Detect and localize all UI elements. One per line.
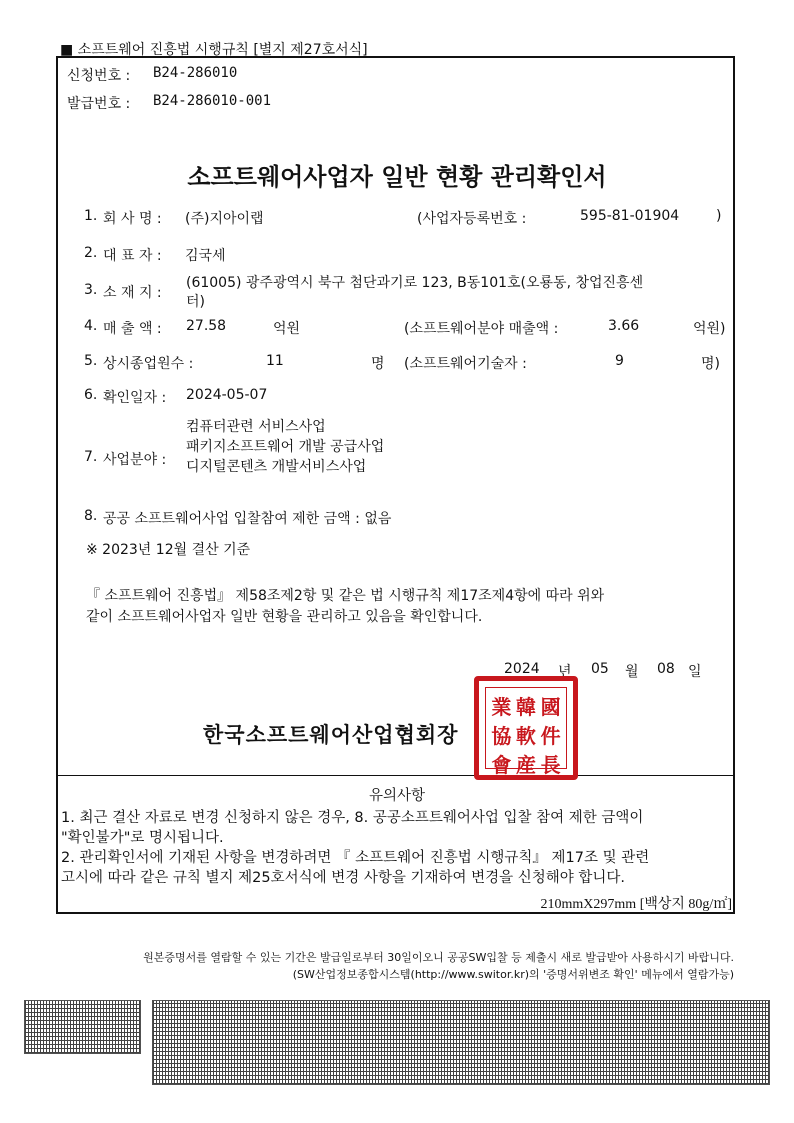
issuer-name: 한국소프트웨어산업협회장 bbox=[203, 723, 459, 747]
employees-unit: 명 bbox=[371, 356, 385, 372]
address-line-1: (61005) 광주광역시 북구 첨단과기로 123, B동101호(오룡동, 창업진흥센 bbox=[186, 275, 644, 291]
field-number: 6. bbox=[84, 387, 98, 403]
sales-label: 매 출 액 : bbox=[103, 321, 162, 337]
bid-limit: 공공 소프트웨어사업 입찰참여 제한 금액 : 없음 bbox=[103, 511, 392, 527]
notice-line: 1. 최근 결산 자료로 변경 신청하지 않은 경우, 8. 공공소프트웨어사업 입찰 참여 제한 금액이 bbox=[61, 810, 644, 826]
ceo-name: 김국세 bbox=[185, 248, 226, 264]
notice-line: "확인불가"로 명시됩니다. bbox=[61, 830, 224, 846]
confirm-date-label: 확인일자 : bbox=[103, 390, 167, 406]
field-number: 7. bbox=[84, 449, 98, 465]
seal-character: 協 bbox=[491, 724, 512, 748]
company-label: 회 사 명 : bbox=[103, 211, 162, 227]
sw-engineers-unit: 명) bbox=[701, 356, 720, 372]
registration-number: 595-81-01904 bbox=[580, 208, 680, 224]
date-year: 2024 bbox=[504, 661, 540, 677]
address-line-2: 터) bbox=[186, 294, 205, 310]
registration-close: ) bbox=[716, 208, 722, 224]
date-day-unit: 일 bbox=[688, 664, 702, 680]
notice-line: 2. 관리확인서에 기재된 사항을 변경하려면 『 소프트웨어 진흥법 시행규칙』 제17조 및 관련 bbox=[61, 850, 650, 866]
statement-line-1: 『 소프트웨어 진흥법』 제58조제2항 및 같은 법 시행규칙 제17조제4항에 따라 위와 bbox=[86, 588, 605, 604]
business-item: 패키지소프트웨어 개발 공급사업 bbox=[186, 439, 385, 455]
date-day: 08 bbox=[657, 661, 675, 677]
issuance-number: B24-286010-001 bbox=[153, 93, 272, 109]
field-number: 4. bbox=[84, 318, 98, 334]
statement-line-2: 같이 소프트웨어사업자 일반 현황을 관리하고 있음을 확인합니다. bbox=[86, 609, 483, 625]
date-month: 05 bbox=[591, 661, 609, 677]
issuance-number-label: 발급번호 : bbox=[67, 96, 131, 112]
official-seal bbox=[474, 676, 578, 780]
notice-title: 유의사항 bbox=[368, 788, 426, 804]
document-title: 소프트웨어사업자 일반 현황 관리확인서 bbox=[187, 163, 607, 191]
business-item: 컴퓨터관련 서비스사업 bbox=[186, 419, 326, 435]
seal-character: 業 bbox=[491, 695, 512, 719]
seal-character: 件 bbox=[540, 724, 561, 748]
notice-line: 고시에 따라 같은 규칙 별지 제25호서식에 변경 사항을 기재하여 변경을 신청해야 합니다. bbox=[61, 870, 626, 886]
footer-line-2: (SW산업정보종합시스템(http://www.switor.kr)의 '증명서위변조 확인' 메뉴에서 열람가능) bbox=[292, 968, 734, 981]
seal-character: 産 bbox=[515, 753, 536, 777]
seal-character: 長 bbox=[540, 753, 561, 777]
date-month-unit: 월 bbox=[625, 664, 639, 680]
settlement-note: ※ 2023년 12월 결산 기준 bbox=[86, 542, 251, 558]
confirm-date: 2024-05-07 bbox=[186, 387, 268, 403]
paper-spec: 210mmX297mm [백상지 80g/㎡] bbox=[540, 897, 732, 912]
application-number-label: 신청번호 : bbox=[67, 68, 131, 84]
field-number: 3. bbox=[84, 282, 98, 298]
address-label: 소 재 지 : bbox=[103, 285, 162, 301]
registration-label: (사업자등록번호 : bbox=[417, 211, 527, 227]
employees-value: 11 bbox=[266, 353, 284, 369]
business-item: 디지털콘텐츠 개발서비스사업 bbox=[186, 459, 367, 475]
field-number: 5. bbox=[84, 353, 98, 369]
sw-sales-value: 3.66 bbox=[608, 318, 640, 334]
notice-divider bbox=[58, 775, 733, 776]
field-number: 2. bbox=[84, 245, 98, 261]
seal-character: 韓 bbox=[515, 695, 536, 719]
field-number: 1. bbox=[84, 208, 98, 224]
ceo-label: 대 표 자 : bbox=[103, 248, 162, 264]
seal-character: 國 bbox=[540, 695, 561, 719]
footer-line-1: 원본증명서를 열람할 수 있는 기간은 발급일로부터 30일이오니 공공SW입찰 등 제출시 새로 발급받아 사용하시기 바랍니다. bbox=[143, 951, 734, 964]
form-label: ■ 소프트웨어 진흥법 시행규칙 [별지 제27호서식] bbox=[60, 42, 368, 58]
sales-unit: 억원 bbox=[273, 321, 301, 337]
sales-value: 27.58 bbox=[186, 318, 227, 334]
company-name: (주)지아이랩 bbox=[185, 211, 264, 227]
sw-engineers-label: (소프트웨어기술자 : bbox=[404, 356, 527, 372]
seal-character: 軟 bbox=[515, 724, 536, 748]
application-number: B24-286010 bbox=[153, 65, 238, 81]
business-label: 사업분야 : bbox=[103, 452, 167, 468]
security-barcode-small bbox=[24, 1000, 141, 1054]
sw-engineers-value: 9 bbox=[615, 353, 624, 369]
sw-sales-unit: 억원) bbox=[693, 321, 726, 337]
date-year-unit: 년 bbox=[558, 664, 572, 680]
employees-label: 상시종업원수 : bbox=[103, 356, 194, 372]
sw-sales-label: (소프트웨어분야 매출액 : bbox=[404, 321, 559, 337]
field-number: 8. bbox=[84, 508, 98, 524]
security-barcode-large bbox=[152, 1000, 770, 1085]
seal-character: 會 bbox=[491, 753, 512, 777]
